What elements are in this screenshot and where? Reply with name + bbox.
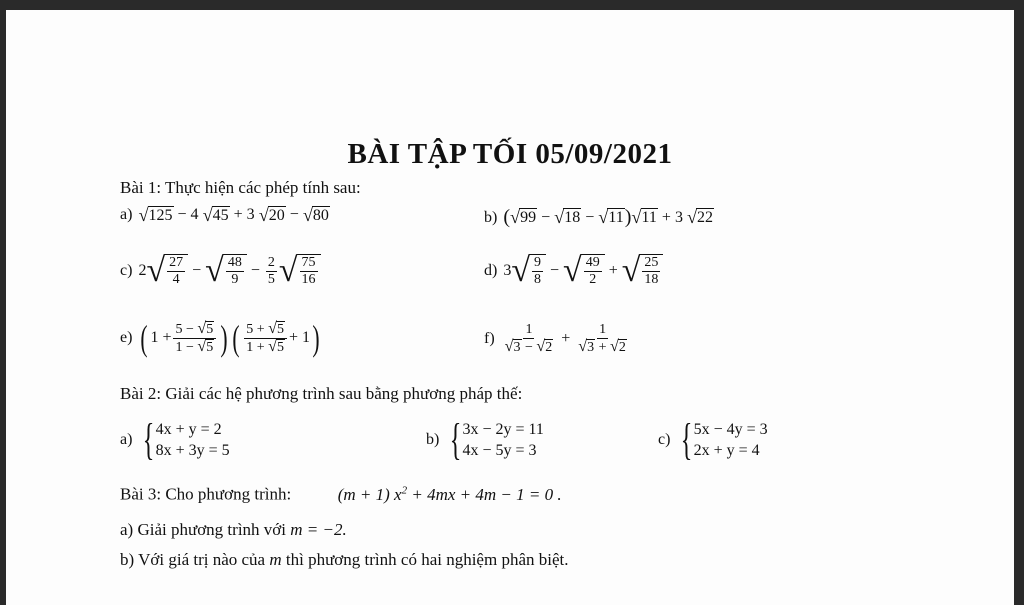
radicand: 80 [312,207,329,224]
operator: + 3 [661,208,683,226]
radicand: 22 [697,209,714,227]
denominator: 9 [231,272,239,287]
bai3-heading-line [120,484,562,505]
equation: 4x − 5y = 3 [462,442,537,459]
numerator: 9 [534,255,541,270]
operator: − [250,262,260,279]
radicand: 11 [641,209,657,227]
exponent: 2 [401,484,408,496]
numerator: 2 [267,254,275,270]
numerator: 1 [525,322,533,337]
label-b: b) [484,208,498,226]
question-value: m = −2. [290,520,347,539]
question-text: a) Giải phương trình với [120,520,291,539]
coefficient: 2 [138,262,147,279]
label-b: b) [426,431,440,448]
bai1-item-c: c) 2 √ $\frac{27}{4}$ − √ $\frac{48}{9}$ − $\frac{2}{5}$ √ $\frac{75}{16}$ [120,254,321,288]
radicand: 3 [513,340,521,355]
paren: ( [503,206,510,228]
denominator-part: 1 + [246,339,265,355]
bai1-item-b: b) ( √ 99 − √ 18 − √ 11 ) √ 11 + 3 √ 22 [484,206,714,228]
bai1-item-a: a) √ 125 − 4 √ 45 + 3 √ 20 − √ 80 [120,205,329,225]
equation-part: + 4mx + 4m − 1 = 0 . [407,484,562,504]
question-text: b) Với giá trị nào của [120,550,270,569]
label-c: c) [658,431,671,448]
coefficient: 3 [503,262,512,279]
equation-part: (m + 1) x [337,484,402,504]
numerator: 27 [169,255,184,270]
radicand: 20 [268,207,285,224]
numerator: 49 [585,255,600,270]
radicand: 2 [545,340,553,355]
radicand: 5 [276,339,284,355]
bai3-equation [338,485,562,504]
bai2-heading: Bài 2: Giải các hệ phương trình sau bằng phương pháp thế: [120,384,523,403]
numerator: 48 [227,255,242,270]
bai3-question-a [120,520,347,540]
numerator-part: 5 + [246,321,265,337]
radicand: 18 [564,209,581,227]
numerator: 25 [644,255,659,270]
bai3-heading: Bài 3: Cho phương trình: [120,484,292,504]
operator: + [608,262,618,279]
operator: − [585,208,595,226]
bai1-item-d: d) 3 √ $\frac{9}{8}$ − √ $\frac{49}{2}$ + √ $\frac{25}{18}$ [484,254,663,288]
numerator: 1 [599,322,607,337]
radicand: 125 [148,207,173,224]
question-text: thì phương trình có hai nghiệm phân biệt. [281,550,569,569]
document-page [6,10,1014,605]
operator: + [561,330,571,347]
brace-icon: { [450,415,462,464]
question-variable: m [269,550,282,569]
label-a: a) [120,206,133,224]
denominator: 16 [301,272,316,287]
denominator: 18 [644,272,659,287]
operator: − [192,262,202,279]
page-title: BÀI TẬP TỐI 05/09/2021 [347,138,673,170]
label-e: e) [120,329,133,346]
bai2-item-b [426,415,544,464]
equation: 5x − 4y = 3 [693,421,768,438]
denominator: 4 [172,272,180,287]
denominator: 5 [267,271,275,287]
bai1-item-f: f) 1 √ 3 − √ 2 + 1 √ 3 + √ 2 [484,322,626,355]
radicand: 3 [587,340,595,355]
brace-icon: { [681,415,693,464]
brace-icon: { [143,415,155,464]
radicand: 5 [206,339,214,355]
denominator-part: 1 − [175,339,194,355]
bai3-question-b [120,550,569,570]
term: 1 + [150,329,172,346]
bai2-item-a [120,415,230,464]
bai2-item-c [658,415,768,464]
numerator-part: 5 − [175,321,194,337]
operator: − [289,206,299,224]
radicand: 2 [618,340,626,355]
radicand: 11 [608,209,624,227]
operator: + 3 [233,206,255,224]
equation: 3x − 2y = 11 [462,421,544,438]
label-a: a) [120,431,133,448]
equation: 2x + y = 4 [693,442,760,459]
operator: − [550,262,560,279]
term: + 1 [288,329,310,346]
operator: + [598,340,607,355]
operator: − [541,208,551,226]
radicand: 5 [206,321,214,337]
bai1-heading: Bài 1: Thực hiện các phép tính sau: [120,178,361,197]
equation: 4x + y = 2 [155,421,222,438]
radicand: 99 [520,209,537,227]
bai1-item-e: e) ( 1 + 5 − √ 5 1 − √ 5 ) ( 5 + √ 5 1 + √ 5 + 1 ) [120,318,320,358]
radicand: 45 [212,207,229,224]
numerator: 75 [301,255,316,270]
paren: ) [624,206,632,228]
denominator: 2 [589,272,597,287]
operator: − 4 [177,206,199,224]
label-f: f) [484,330,495,347]
denominator: 8 [534,272,541,287]
radicand: 5 [276,321,284,337]
label-c: c) [120,262,133,279]
equation: 8x + 3y = 5 [155,442,230,459]
operator: − [525,340,533,355]
label-d: d) [484,262,498,279]
